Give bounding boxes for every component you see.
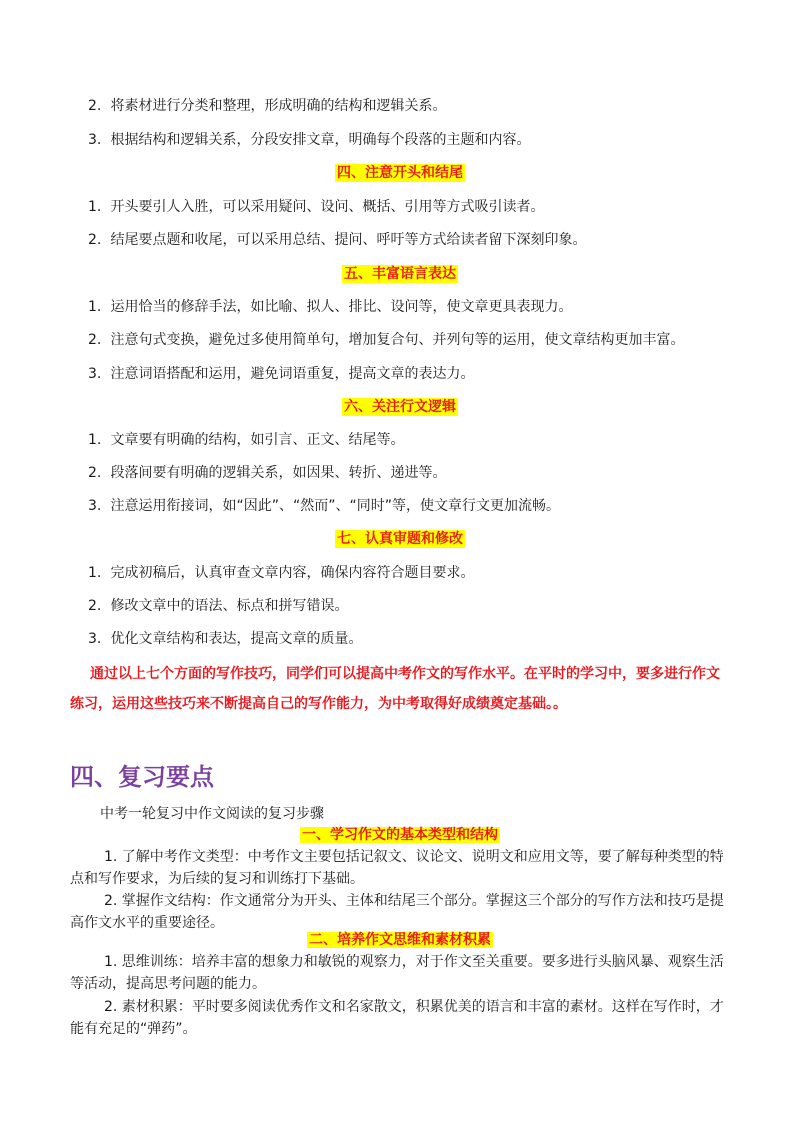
paragraph: 1. 思维训练：培养丰富的想象力和敏锐的观察力，对于作文至关重要。要多进行头脑风暴、观察生活等活动，提高思考问题的能力。 (70, 954, 724, 992)
list-item: 1. 开头要引人入胜，可以采用疑问、设问、概括、引用等方式吸引读者。 (88, 199, 545, 215)
list-item: 3. 优化文章结构和表达，提高文章的质量。 (88, 631, 363, 647)
list-item: 3. 根据结构和逻辑关系，分段安排文章，明确每个段落的主题和内容。 (88, 132, 531, 148)
section-title: 四、复习要点 (70, 763, 214, 791)
list-item: 3. 注意运用衔接词，如“因此”、“然而”、“同时”等，使文章行文更加流畅。 (88, 498, 560, 514)
list-item: 1. 文章要有明确的结构，如引言、正文、结尾等。 (88, 432, 405, 448)
paragraph: 1. 了解中考作文类型：中考作文主要包括记叙文、议论文、说明文和应用文等，要了解每种类型的特点和写作要求，为后续的复习和训练打下基础。 (70, 849, 724, 887)
list-item: 2. 注意句式变换，避免过多使用简单句，增加复合句、并列句等的运用，使文章结构更加丰富。 (88, 332, 685, 348)
list-item: 1. 完成初稿后，认真审查文章内容，确保内容符合题目要求。 (88, 565, 475, 581)
summary-paragraph: 通过以上七个方面的写作技巧，同学们可以提高中考作文的写作水平。在平时的学习中，要多进行作文练习，运用这些技巧来不断提高自己的写作能力，为中考取得好成绩奠定基础。。 (70, 666, 720, 712)
section-heading: 五、丰富语言表达 (344, 266, 456, 282)
list-item: 2. 结尾要点题和收尾，可以采用总结、提问、呼吁等方式给读者留下深刻印象。 (88, 232, 587, 248)
list-item: 2. 修改文章中的语法、标点和拼写错误。 (88, 598, 349, 614)
subtitle: 中考一轮复习中作文阅读的复习步骤 (100, 806, 324, 822)
section-heading: 二、培养作文思维和素材积累 (309, 932, 491, 948)
list-item: 2. 段落间要有明确的逻辑关系，如因果、转折、递进等。 (88, 465, 447, 481)
section-heading: 七、认真审题和修改 (337, 531, 463, 547)
section-heading: 一、学习作文的基本类型和结构 (302, 827, 498, 843)
section-heading: 六、关注行文逻辑 (344, 399, 456, 415)
list-item: 2. 将素材进行分类和整理，形成明确的结构和逻辑关系。 (88, 98, 447, 114)
paragraph: 2. 掌握作文结构：作文通常分为开头、主体和结尾三个部分。掌握这三个部分的写作方法和技巧是提高作文水平的重要途径。 (70, 893, 724, 931)
list-item: 1. 运用恰当的修辞手法，如比喻、拟人、排比、设问等，使文章更具表现力。 (88, 299, 573, 315)
section-heading: 四、注意开头和结尾 (337, 165, 463, 181)
paragraph: 2. 素材积累：平时要多阅读优秀作文和名家散文，积累优美的语言和丰富的素材。这样在写作时，才能有充足的“弹药”。 (70, 999, 724, 1037)
list-item: 3. 注意词语搭配和运用，避免词语重复，提高文章的表达力。 (88, 366, 475, 382)
